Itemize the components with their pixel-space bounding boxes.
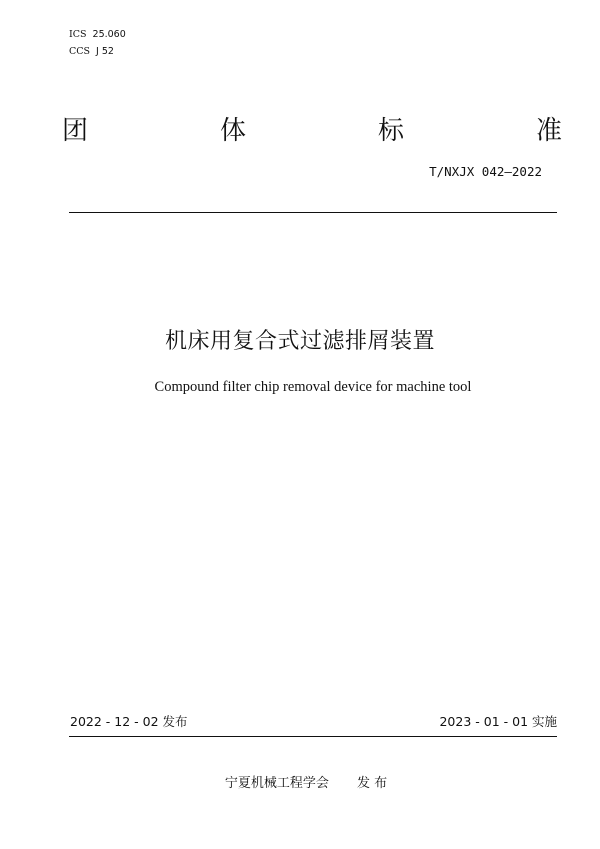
title-chinese: 机床用复合式过滤排屑装置 [164,329,435,354]
top-divider [69,212,557,213]
issuer-organization: 宁夏机械工程学会 [224,776,329,791]
ics-code: 25.060 [92,29,126,40]
standard-type-char: 体 [219,116,246,146]
ics-classification [69,29,126,41]
ccs-code: J 52 [96,46,114,57]
standard-number: T/NXJX 042—2022 [429,164,542,179]
bottom-divider [69,736,557,737]
implementation-date: 2023 - 01 - 01 实施 [439,714,557,729]
standard-type-char: 团 [62,116,89,146]
ccs-label: CCS [69,46,91,57]
standard-type-char: 标 [377,116,404,146]
standard-type-char: 准 [535,116,562,146]
issuer-line [0,775,600,793]
issue-date: 2022 - 12 - 02 发布 [70,714,188,729]
issuer-action: 发 布 [356,776,388,791]
ics-label: ICS [69,29,87,40]
standard-type-heading [62,114,562,148]
title-english: Compound filter chip removal device for machine tool [154,379,472,395]
ccs-classification [69,46,114,58]
